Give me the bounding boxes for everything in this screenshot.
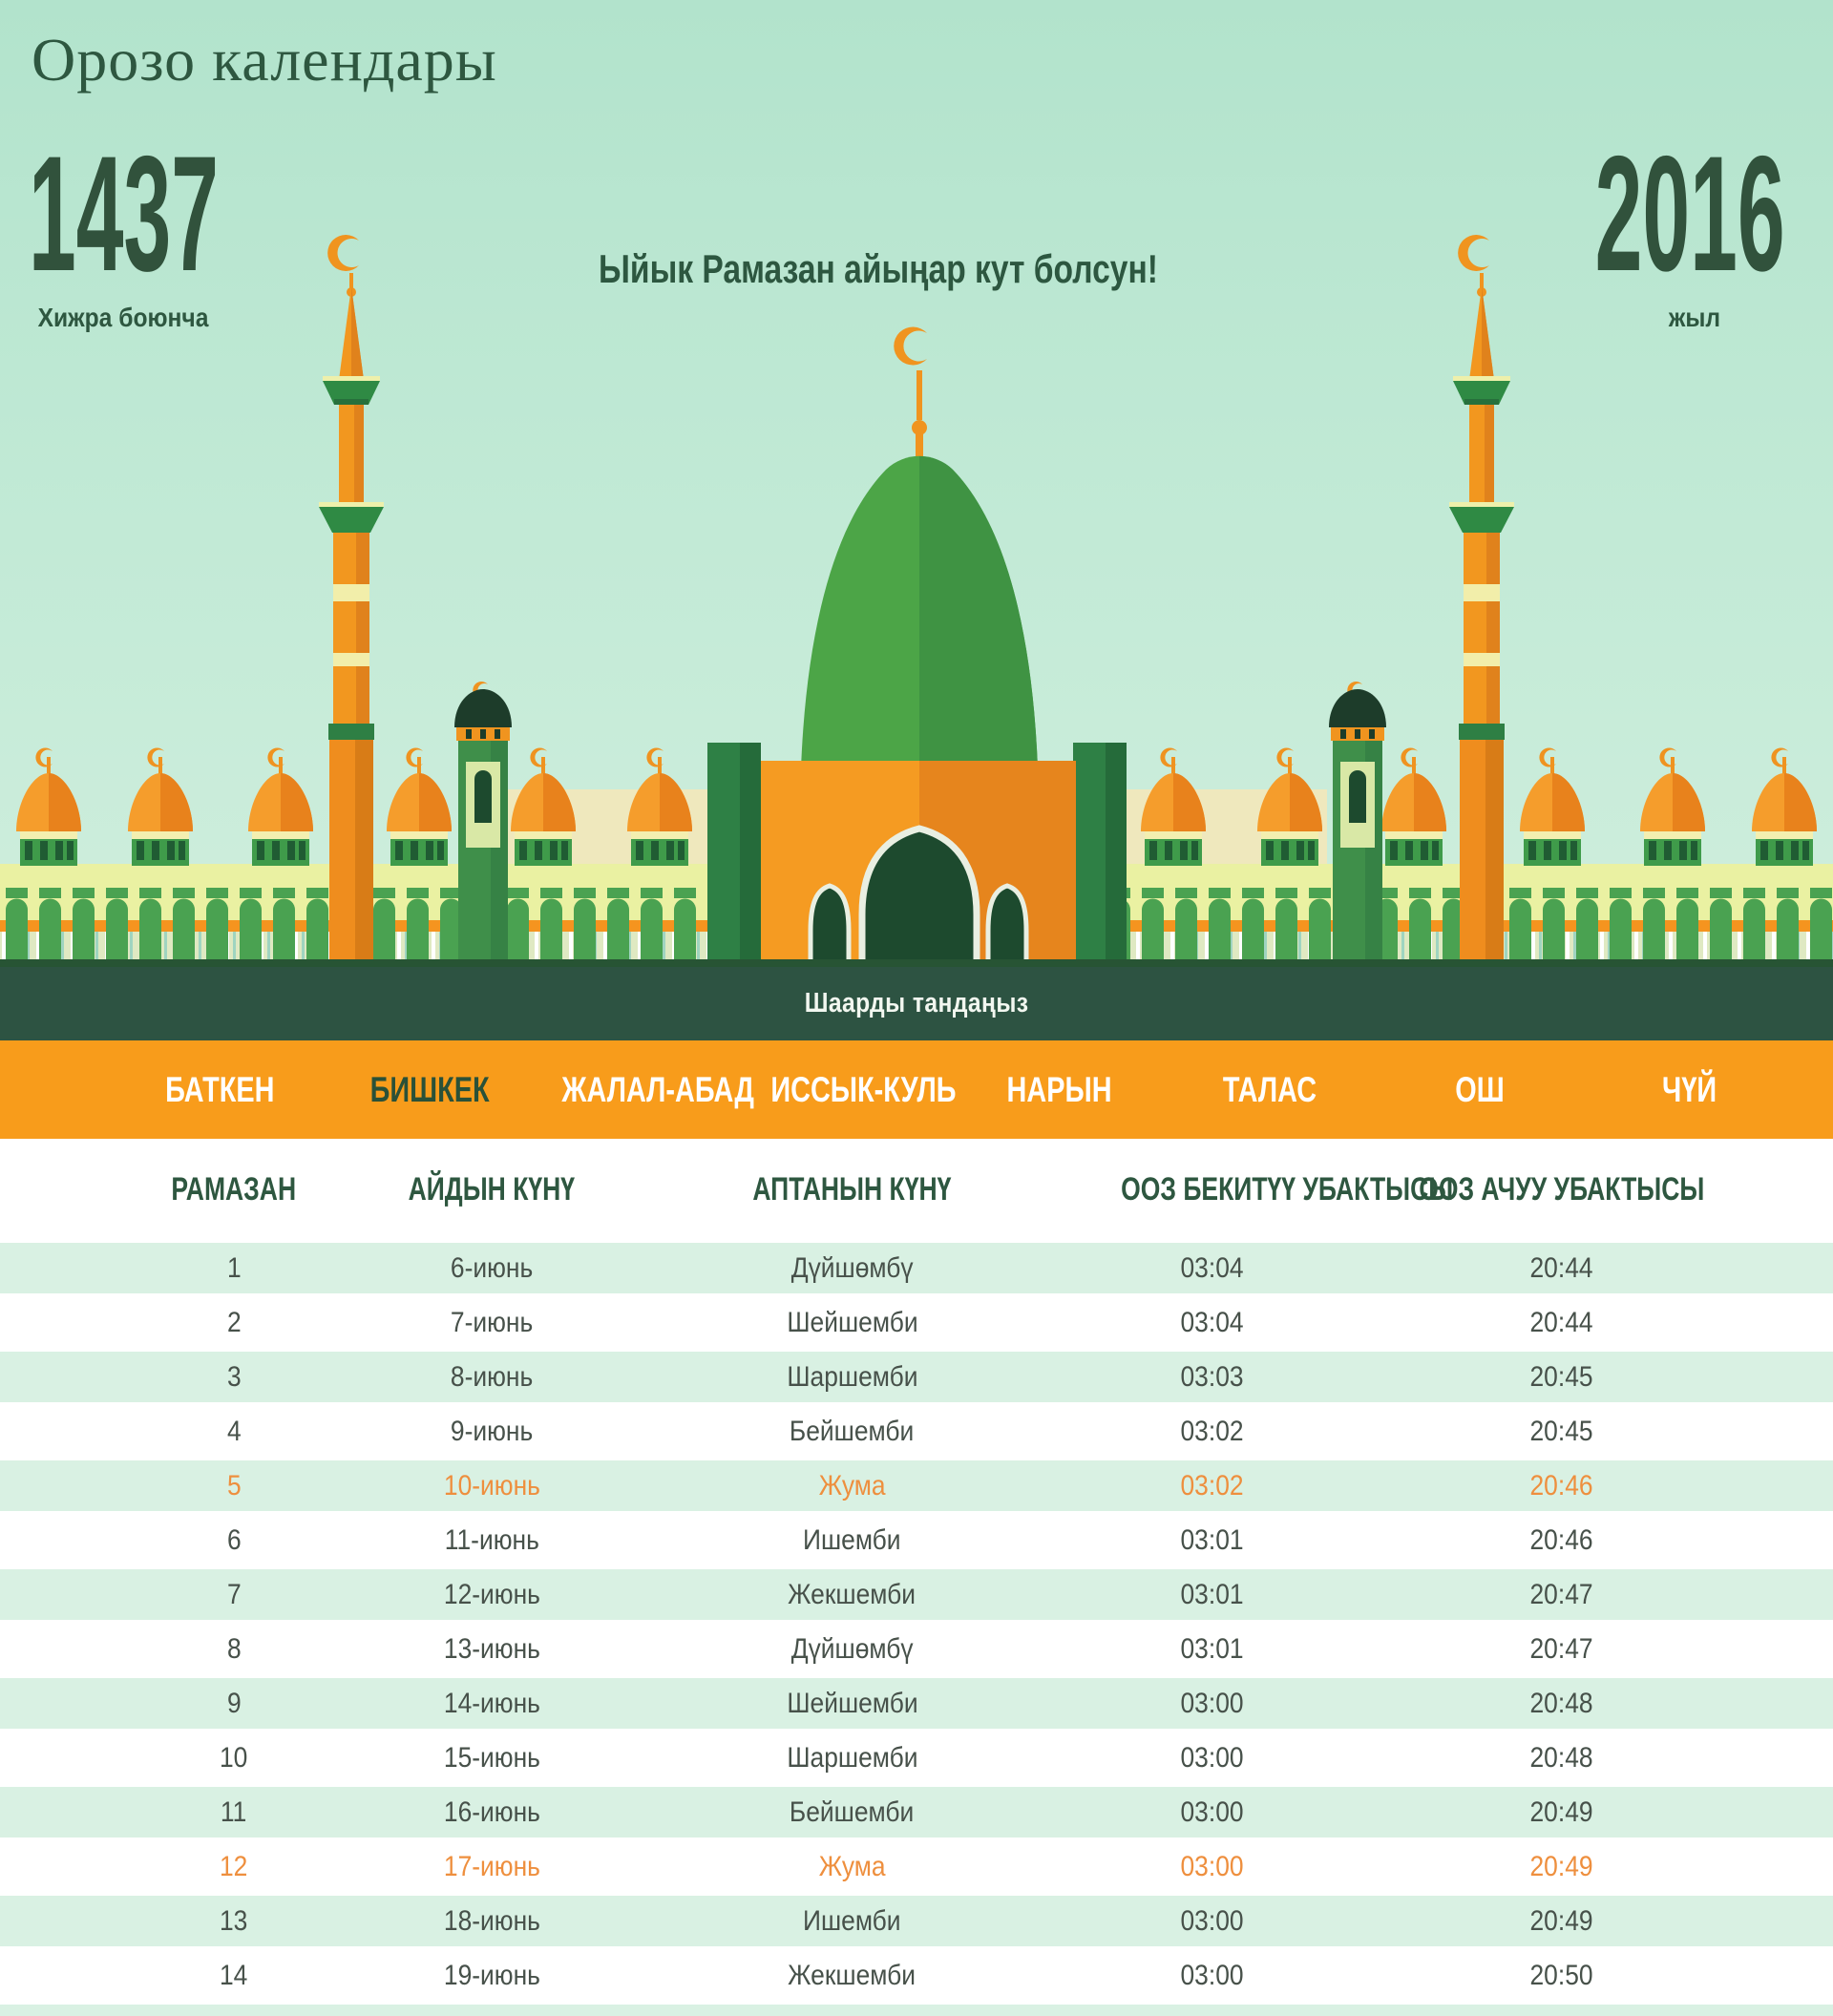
table-header-row — [0, 1139, 1833, 1241]
mosque-illustration — [0, 0, 1833, 967]
table-cell: 12-июнь — [443, 1578, 540, 1610]
side-arch-right — [988, 886, 1026, 967]
city-tab-ош[interactable]: ОШ — [1455, 1069, 1505, 1109]
table-cell: 03:01 — [1180, 1578, 1245, 1610]
table-row — [0, 1785, 1833, 1839]
table-cell: 03:02 — [1180, 1469, 1245, 1502]
column-header: ООЗ АЧУУ УБАКТЫСЫ — [1419, 1171, 1705, 1208]
crescent-icon — [894, 327, 927, 366]
gregorian-year-label: жыл — [1668, 303, 1721, 332]
city-tab-чүй[interactable]: ЧҮЙ — [1662, 1069, 1717, 1109]
table-cell: 20:48 — [1529, 1687, 1594, 1719]
green-tower-right — [1329, 682, 1386, 967]
table-cell: 20:47 — [1529, 1632, 1594, 1665]
table-cell: 8-июнь — [450, 1360, 534, 1393]
table-cell: 10-июнь — [443, 1469, 540, 1502]
table-cell: 20:45 — [1529, 1360, 1594, 1393]
table-cell: Жекшемби — [788, 1959, 916, 1991]
table-row — [0, 1676, 1833, 1731]
table-cell: 11-июнь — [444, 1523, 539, 1556]
main-building — [707, 743, 1127, 967]
table-row — [0, 1567, 1833, 1622]
table-cell: 03:01 — [1180, 1632, 1245, 1665]
table-cell: 1 — [226, 1251, 242, 1284]
table-cell: 13-июнь — [443, 1632, 540, 1665]
green-tower-left — [454, 682, 512, 967]
main-door-arch — [862, 829, 977, 967]
table-cell: 20:49 — [1529, 1904, 1594, 1937]
table-cell: 10 — [220, 1741, 248, 1774]
table-cell: 20:49 — [1529, 1796, 1594, 1828]
table-cell: 03:03 — [1180, 1360, 1245, 1393]
table-cell: 15-июнь — [443, 1741, 540, 1774]
table-row — [0, 1731, 1833, 1785]
table-cell: 03:00 — [1180, 1904, 1245, 1937]
table-cell: 4 — [226, 1415, 242, 1447]
gregorian-year: 2016 — [1595, 122, 1785, 305]
table-cell: 20:44 — [1529, 1306, 1594, 1338]
table-cell: Шейшемби — [786, 1306, 918, 1338]
table-cell: 3 — [226, 1360, 242, 1393]
page-title: Орозо календары — [32, 26, 497, 94]
side-arch-left — [811, 886, 849, 967]
table-cell: 20:49 — [1529, 1850, 1594, 1882]
table-row — [0, 1894, 1833, 1948]
table-cell: 03:00 — [1180, 1850, 1245, 1882]
table-row — [0, 1241, 1833, 1295]
column-header: РАМАЗАН — [171, 1171, 297, 1208]
table-cell: 7 — [226, 1578, 242, 1610]
column-header: ООЗ БЕКИТҮҮ УБАКТЫСЫ — [1121, 1171, 1454, 1208]
table-cell: 03:04 — [1180, 1251, 1245, 1284]
table-cell: 19-июнь — [443, 1959, 540, 1991]
table-cell: 5 — [226, 1469, 242, 1502]
table-cell: 6 — [226, 1523, 242, 1556]
table-cell: Жума — [818, 1850, 886, 1882]
city-tabs — [0, 1040, 1833, 1139]
table-cell: 03:00 — [1180, 1796, 1245, 1828]
table-cell: Бейшемби — [790, 1796, 915, 1828]
table-row — [0, 1295, 1833, 1350]
table-row — [0, 1622, 1833, 1676]
hero-section — [0, 0, 1833, 967]
table-cell: 13 — [220, 1904, 248, 1937]
table-cell: 20:47 — [1529, 1578, 1594, 1610]
table-cell: 16-июнь — [443, 1796, 540, 1828]
table-cell: Шейшемби — [786, 1687, 918, 1719]
table-cell: Дүйшөмбү — [790, 1632, 914, 1665]
city-tab-иссык-куль[interactable]: ИССЫК-КУЛЬ — [770, 1069, 957, 1109]
table-cell: 7-июнь — [450, 1306, 534, 1338]
city-tab-талас[interactable]: ТАЛАС — [1222, 1069, 1317, 1109]
table-cell: Жума — [818, 1469, 886, 1502]
table-cell: 9 — [226, 1687, 242, 1719]
table-cell: 8 — [226, 1632, 242, 1665]
table-cell: 20:45 — [1529, 1415, 1594, 1447]
column-header: АЙДЫН КҮНҮ — [408, 1171, 576, 1208]
table-cell: 03:00 — [1180, 1959, 1245, 1991]
table-cell: Ишемби — [803, 1904, 901, 1937]
table-row — [0, 1839, 1833, 1894]
table-cell: 20:50 — [1529, 1959, 1594, 1991]
table-cell: Дүйшөмбү — [790, 1251, 914, 1284]
table-row — [0, 1948, 1833, 2003]
table-cell: 03:00 — [1180, 1741, 1245, 1774]
table-body — [0, 1241, 1833, 2016]
table-cell: 6-июнь — [450, 1251, 534, 1284]
table-cell: Жекшемби — [788, 1578, 916, 1610]
table-cell: Шаршемби — [786, 1741, 918, 1774]
table-row — [0, 1513, 1833, 1567]
minaret-right — [1449, 235, 1514, 967]
table-row — [0, 1350, 1833, 1404]
table-cell: 03:01 — [1180, 1523, 1245, 1556]
table-cell: 9-июнь — [450, 1415, 534, 1447]
table-cell: 14 — [220, 1959, 248, 1991]
minaret-left — [319, 235, 384, 967]
table-cell: 12 — [220, 1850, 248, 1882]
table-cell: Бейшемби — [790, 1415, 915, 1447]
ground — [0, 959, 1833, 967]
city-selector-label: Шаарды тандаңыз — [804, 988, 1029, 1018]
city-tab-нарын[interactable]: НАРЫН — [1006, 1069, 1113, 1109]
table-row — [0, 1459, 1833, 1513]
table-cell: 2 — [226, 1306, 242, 1338]
table-cell: 20:48 — [1529, 1741, 1594, 1774]
city-tab-баткен[interactable]: БАТКЕН — [164, 1069, 275, 1109]
table-cell: 20:46 — [1529, 1523, 1594, 1556]
column-header: АПТАНЫН КҮНҮ — [752, 1171, 952, 1208]
table-cell: Шаршемби — [786, 1360, 918, 1393]
city-tab-бишкек[interactable]: БИШКЕК — [369, 1069, 490, 1109]
table-cell: Ишемби — [803, 1523, 901, 1556]
table-cell: 03:04 — [1180, 1306, 1245, 1338]
table-row — [0, 1404, 1833, 1459]
city-tab-жалал-абад[interactable]: ЖАЛАЛ-АБАД — [561, 1069, 754, 1109]
table-cell: 14-июнь — [443, 1687, 540, 1719]
table-cell: 20:44 — [1529, 1251, 1594, 1284]
table-cell: 03:02 — [1180, 1415, 1245, 1447]
table-cell: 20:46 — [1529, 1469, 1594, 1502]
table-cell: 17-июнь — [443, 1850, 540, 1882]
ramadan-greeting: Ыйык Рамазан айыңар кут болсун! — [599, 246, 1158, 291]
table-cell: 18-июнь — [443, 1904, 540, 1937]
table-cell: 11 — [221, 1796, 247, 1828]
city-selector-bar — [0, 967, 1833, 1040]
table-cell: 03:00 — [1180, 1687, 1245, 1719]
hijri-year: 1437 — [29, 122, 219, 305]
hijri-year-label: Хижра боюнча — [37, 303, 209, 332]
